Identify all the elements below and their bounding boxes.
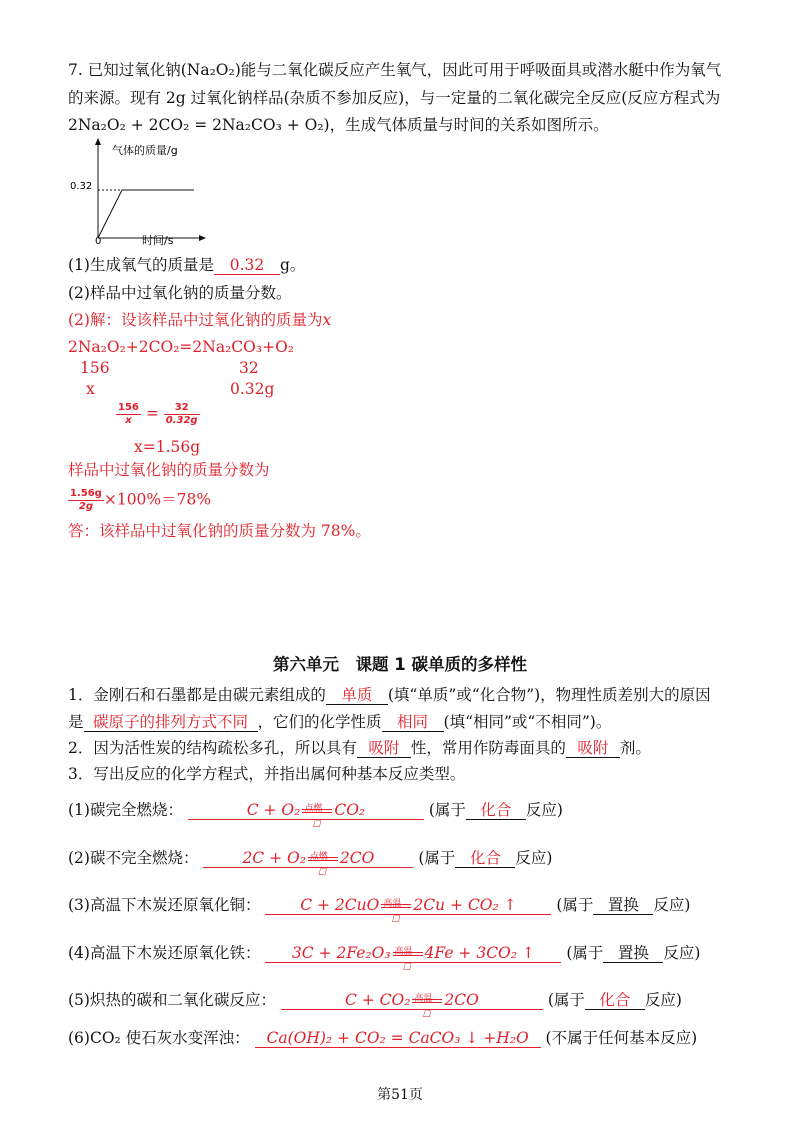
solution-156: 156 — [80, 359, 110, 377]
fraction-156-x: $\frac{156}{x}$ — [118, 402, 139, 426]
answer-simple-substance: 单质 — [326, 686, 388, 705]
solution-32: 32 — [239, 359, 259, 377]
q7-part1: (1)生成氧气的质量是 0.32 g。 — [68, 256, 306, 274]
equation-1: C + O₂ 点燃 ☐ CO₂ — [188, 801, 424, 820]
q7-part2: (2)样品中过氧化钠的质量分数。 — [68, 284, 292, 302]
q7-line2: 的来源。现有 2g 过氧化钠样品(杂质不参加反应)，与一定量的二氧化碳完全反应(反应方程式为 — [68, 89, 721, 107]
mass-time-chart — [68, 138, 208, 250]
u6-q1-line2: 是 碳原子的排列方式不同 ，它们的化学性质 相同 (填“相同”或“不相同”)。 — [68, 713, 612, 731]
reaction-1: (1)碳完全燃烧： C + O₂ 点燃 ☐ CO₂ (属于 化合 反应) — [68, 801, 563, 830]
solution-line1: (2)解：设该样品中过氧化钠的质量为x — [68, 311, 332, 329]
answer-oxygen-mass: 0.32 — [214, 256, 280, 275]
answer-adsorption-property: 吸附 — [357, 739, 411, 758]
origin-label: 0 — [95, 236, 102, 247]
answer-atom-arrangement: 碳原子的排列方式不同 — [84, 713, 258, 732]
equation-5: C + CO₂ 高温 ☐ 2CO — [281, 991, 543, 1010]
equals-sign: 高温 ☐ — [381, 904, 411, 908]
equation-6: Ca(OH)₂ + CO₂ = CaCO₃ ↓ +H₂O — [255, 1029, 541, 1048]
proportion: $\frac{156}{x}$ = $\frac{32}{0.32g}$ — [118, 402, 198, 426]
reaction-4: (4)高温下木炭还原氧化铁： 3C + 2Fe₂O₃ 高温 ☐ 4Fe + 3CO₂ ↑ (属于 置换 反应) — [68, 944, 701, 973]
equals-sign: 高温 ☐ — [412, 999, 442, 1003]
answer-adsorbent: 吸附 — [566, 739, 620, 758]
type-5: 化合 — [585, 991, 645, 1010]
equals-sign: 点燃 ☐ — [308, 857, 338, 861]
solution-equation: 2Na₂O₂+2CO₂=2Na₂CO₃+O₂ — [68, 338, 294, 356]
series-line — [98, 190, 194, 238]
type-2: 化合 — [455, 849, 515, 868]
x-axis-label: 时间/s — [142, 234, 174, 247]
solution-answer: 答：该样品中过氧化钠的质量分数为 78%。 — [68, 522, 371, 540]
y-axis-label: 气体的质量/g — [112, 144, 178, 157]
type-4: 置换 — [603, 944, 663, 963]
reaction-5: (5)炽热的碳和二氧化碳反应： C + CO₂ 高温 ☐ 2CO (属于 化合 反应) — [68, 991, 682, 1020]
answer-chemical-property: 相同 — [382, 713, 444, 732]
u6-q2: 2．因为活性炭的结构疏松多孔，所以具有 吸附 性，常用作防毒面具的 吸附 剂。 — [68, 739, 651, 757]
reaction-3: (3)高温下木炭还原氧化铜： C + 2CuO 高温 ☐ 2Cu + CO₂ ↑ (属于 置换 反应) — [68, 896, 691, 925]
equation-2: 2C + O₂ 点燃 ☐ 2CO — [203, 849, 413, 868]
fraction-32-032g: $\frac{32}{0.32g}$ — [165, 402, 198, 426]
solution-percent-label: 样品中过氧化钠的质量分数为 — [68, 461, 270, 479]
page-number: 第51页 — [377, 1087, 423, 1103]
q7-line1: 7. 已知过氧化钠(Na₂O₂)能与二氧化碳反应产生氧气，因此可用于呼吸面具或潜水艇中作为氧气 — [68, 61, 722, 79]
fraction-156g-2g: $\frac{1.56g}{2g}$ — [70, 488, 102, 512]
solution-percent-calc: $\frac{1.56g}{2g}$ ×100%＝78% — [70, 488, 212, 512]
solution-032g: 0.32g — [230, 380, 275, 398]
equals-sign: 高温 ☐ — [393, 952, 423, 956]
reaction-2: (2)碳不完全燃烧： 2C + O₂ 点燃 ☐ 2CO (属于 化合 反应) — [68, 849, 553, 878]
solution-x: x — [86, 380, 95, 398]
u6-q1-line1: 1．金刚石和石墨都是由碳元素组成的 单质 (填“单质”或“化合物”)，物理性质差别大的原因 — [68, 686, 711, 704]
q7-line3: 2Na₂O₂ + 2CO₂ = 2Na₂CO₃ + O₂)，生成气体质量与时间的关系如图所示。 — [68, 116, 609, 134]
x-axis-arrow — [199, 235, 206, 241]
solution-result: x=1.56g — [134, 438, 201, 456]
type-1: 化合 — [466, 801, 526, 820]
equation-3: C + 2CuO 高温 ☐ 2Cu + CO₂ ↑ — [265, 896, 551, 915]
u6-q3: 3．写出反应的化学方程式，并指出属何种基本反应类型。 — [68, 765, 466, 783]
reaction-6: (6)CO₂ 使石灰水变浑浊： Ca(OH)₂ + CO₂ = CaCO₃ ↓ +H₂O (不属于任何基本反应) — [68, 1029, 698, 1047]
y-tick-label: 0.32 — [70, 181, 93, 192]
equation-4: 3C + 2Fe₂O₃ 高温 ☐ 4Fe + 3CO₂ ↑ — [265, 944, 561, 963]
y-axis-arrow — [95, 138, 101, 145]
section-title: 第六单元 课题 1 碳单质的多样性 — [273, 655, 527, 674]
equals-sign: 点燃 ☐ — [302, 809, 332, 813]
type-3: 置换 — [593, 896, 653, 915]
